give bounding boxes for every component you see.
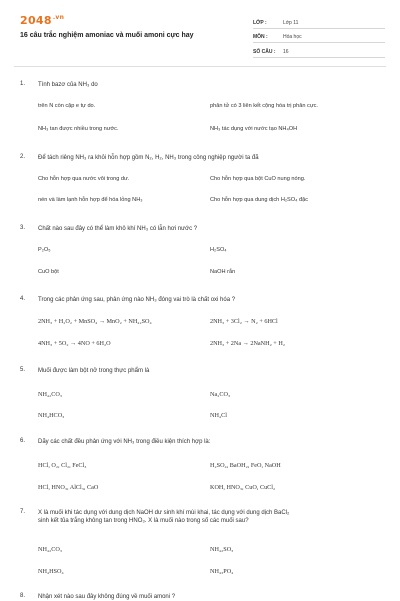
answer-option-b[interactable]: 2NH₃ + 3Cl₂ → N₂ + 6HCl bbox=[210, 318, 278, 325]
question-text: Tính bazơ của NH₃ do bbox=[38, 82, 98, 88]
answer-option-c[interactable]: NH₃ tan được nhiều trong nước. bbox=[38, 126, 119, 132]
question-text: Chất nào sau đây có thể làm khô khí NH₃ có lẫn hơi nước ? bbox=[38, 226, 198, 232]
document-title: 16 câu trắc nghiệm amoniac và muối amoni cực hay bbox=[20, 32, 194, 39]
answer-option-d[interactable]: Cho hỗn hợp qua dung dịch H₂SO₄ đặc bbox=[210, 197, 308, 203]
answer-option-b[interactable]: H₂SO₄, BaOH₂, FeO, NaOH bbox=[210, 462, 281, 469]
question-text: X là muối khi tác dụng với dung dịch NaOH dư sinh khí mùi khai, tác dụng với dung dịch BaCl₂ sinh kết tủa trắng không tan trong HNO₃. X là muối nào trong số các muối sau? bbox=[38, 510, 290, 524]
answer-option-a[interactable]: HCl, O₂, Cl₂, FeCl₃ bbox=[38, 462, 87, 469]
answer-option-b[interactable]: phân tử có 3 liên kết cộng hóa trị phân cực. bbox=[210, 103, 318, 109]
answer-option-d[interactable]: NH₄₃PO₄ bbox=[210, 568, 234, 575]
meta-value: Lớp 11 bbox=[283, 19, 299, 26]
question-number: 2. bbox=[20, 154, 26, 160]
logo-suffix: .vn bbox=[52, 14, 65, 21]
answer-option-b[interactable]: H₂SO₄ bbox=[210, 247, 227, 253]
answer-option-a[interactable]: Cho hỗn hợp qua nước vôi trong dư. bbox=[38, 176, 130, 182]
answer-option-b[interactable]: NH₄₂SO₃ bbox=[210, 546, 234, 553]
answer-option-d[interactable]: KOH, HNO₃, CuO, CuCl₂ bbox=[210, 484, 276, 491]
question-number: 6. bbox=[20, 438, 26, 444]
answer-option-c[interactable]: NH₄HSO₄ bbox=[38, 568, 64, 575]
answer-option-c[interactable]: nén và làm lạnh hỗn hợp để hóa lỏng NH₃ bbox=[38, 197, 143, 203]
question-number: 1. bbox=[20, 81, 26, 87]
question-text: Muối được làm bột nở trong thực phẩm là bbox=[38, 368, 150, 374]
answer-option-a[interactable]: trên N còn cặp e tự do. bbox=[38, 103, 96, 109]
answer-option-b[interactable]: Cho hỗn hợp qua bột CuO nung nóng. bbox=[210, 176, 306, 182]
answer-option-a[interactable]: P₂O₅ bbox=[38, 247, 51, 253]
question-number: 7. bbox=[20, 509, 26, 515]
answer-option-d[interactable]: 2NH₃ + 2Na → 2NaNH₂ + H₂ bbox=[210, 340, 285, 347]
answer-option-a[interactable]: 2NH₃ + H₂O₂ + MnSO₄ → MnO₂ + NH₄₂SO₄ bbox=[38, 318, 152, 325]
question-number: 3. bbox=[20, 225, 26, 231]
question-text: Để tách riêng NH₃ ra khỏi hỗn hợp gồm N₂, H₂, NH₃ trong công nghiệp người ta đã bbox=[38, 155, 259, 161]
answer-option-c[interactable]: CuO bột bbox=[38, 269, 59, 275]
question-number: 8. bbox=[20, 593, 26, 599]
meta-key: MÔN : bbox=[253, 34, 268, 40]
answer-option-a[interactable]: NH₄₂CO₃ bbox=[38, 391, 63, 398]
meta-key: LỚP : bbox=[253, 19, 267, 26]
question-text: Trong các phản ứng sau, phản ứng nào NH₃ đóng vai trò là chất oxi hóa ? bbox=[38, 297, 236, 303]
meta-value: 16 bbox=[283, 48, 289, 55]
question-text: Nhận xét nào sau đây không đúng về muối amoni ? bbox=[38, 594, 176, 600]
question-number: 5. bbox=[20, 367, 26, 373]
answer-option-d[interactable]: NH₄Cl bbox=[210, 412, 227, 419]
answer-option-d[interactable]: NH₃ tác dụng với nước tạo NH₄OH bbox=[210, 126, 298, 132]
meta-value: Hóa học bbox=[283, 34, 302, 40]
answer-option-c[interactable]: HCl, HNO₃, AlCl₃, CaO bbox=[38, 484, 99, 491]
question-text: Dãy các chất đều phản ứng với NH₃ trong điều kiện thích hợp là: bbox=[38, 439, 211, 445]
answer-option-b[interactable]: Na₂CO₃ bbox=[210, 391, 231, 398]
answer-option-d[interactable]: NaOH rắn bbox=[210, 269, 236, 275]
answer-option-c[interactable]: NH₄HCO₃ bbox=[38, 412, 65, 419]
answer-option-c[interactable]: 4NH₃ + 5O₂ → 4NO + 6H₂O bbox=[38, 340, 111, 347]
logo-text: 2048 bbox=[20, 14, 52, 27]
meta-key: SỐ CÂU : bbox=[253, 48, 276, 55]
question-number: 4. bbox=[20, 296, 26, 302]
answer-option-a[interactable]: NH₄₂CO₃ bbox=[38, 546, 63, 553]
